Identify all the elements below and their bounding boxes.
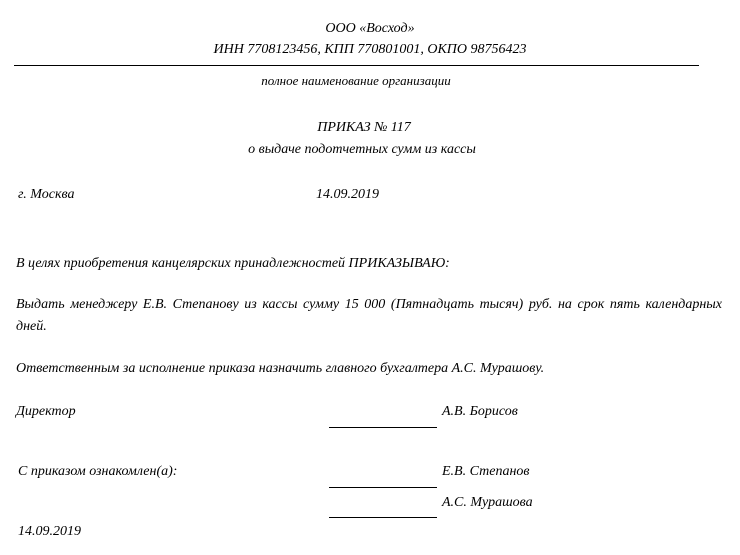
order-date: 14.09.2019	[316, 187, 379, 202]
order-item-issue: Выдать менеджеру Е.В. Степанову из кассы сумму 15 000 (Пятнадцать тысяч) руб. на срок пять календарных дней.	[16, 297, 722, 334]
order-subtitle: о выдаче подотчетных сумм из кассы	[248, 142, 476, 157]
acquainted-name-stepanov: Е.В. Степанов	[442, 464, 530, 479]
director-signature-line	[329, 427, 437, 428]
org-name: ООО «Восход»	[325, 21, 415, 36]
final-date: 14.09.2019	[18, 524, 81, 539]
org-codes: ИНН 7708123456, КПП 770801001, ОКПО 98756423	[213, 42, 527, 57]
order-item-responsible: Ответственным за исполнение приказа назначить главного бухгалтера А.С. Мурашову.	[16, 361, 545, 376]
org-caption: полное наименование организации	[261, 73, 451, 88]
acquainted-label: С приказом ознакомлен(а):	[18, 464, 178, 479]
order-preamble: В целях приобретения канцелярских принадлежностей ПРИКАЗЫВАЮ:	[16, 256, 450, 271]
director-label: Директор	[16, 404, 76, 419]
acquainted-name-murashova: А.С. Мурашова	[442, 495, 533, 510]
org-underline	[14, 65, 699, 66]
murashova-signature-line	[329, 517, 437, 518]
director-name: А.В. Борисов	[442, 404, 518, 419]
stepanov-signature-line	[329, 487, 437, 488]
order-city: г. Москва	[18, 187, 75, 202]
order-title: ПРИКАЗ № 117	[317, 120, 411, 135]
